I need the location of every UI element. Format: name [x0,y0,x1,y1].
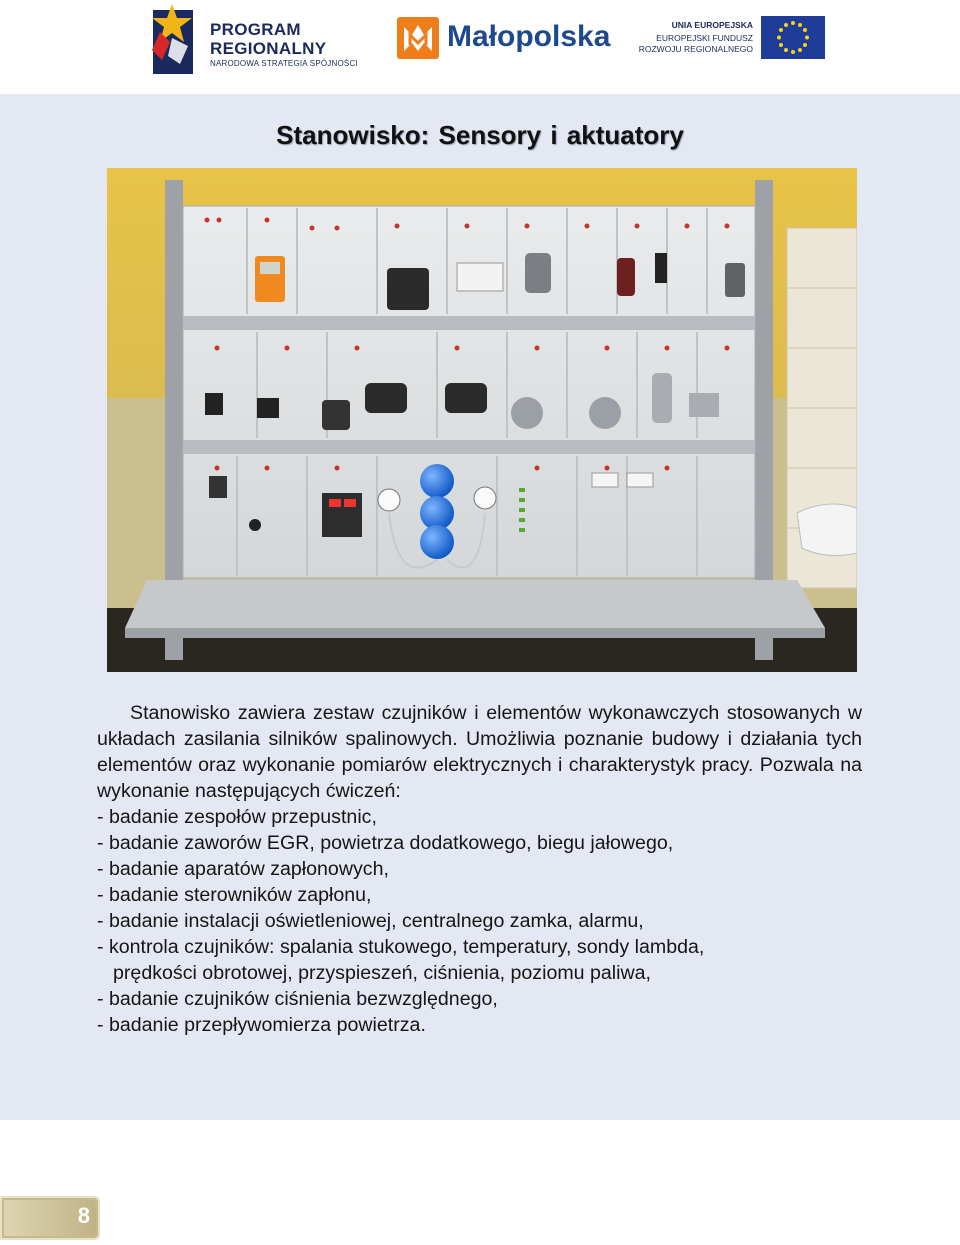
page-title: Stanowisko: Sensory i aktuatory [276,120,684,150]
eu-flag-icon [761,16,825,59]
page-number: 8 [77,1203,90,1228]
list-item: - badanie czujników ciśnienia bezwzględnego, [97,988,498,1010]
list-item: - kontrola czujników: spalania stukowego, temperatury, sondy lambda, [97,936,705,958]
program-regionalny-logo [150,2,370,74]
list-item: - badanie instalacji oświetleniowej, centralnego zamka, alarmu, [97,910,644,932]
intro-paragraph: Stanowisko zawiera zestaw czujników i elementów wykonawczych stosowanych w układach zasilania silników spalinowych. Umożliwia poznanie budowy i działania tych elementów oraz wykonanie pomiarów elektrycznych i charakterystyk pracy. Pozwala na wykonanie następujących ćwiczeń: [97,702,862,802]
exercise-list [97,804,862,1038]
page-number-box [0,1196,100,1240]
page-header [0,0,960,92]
list-item: - badanie sterowników zapłonu, [97,884,372,906]
program-logo-line3: NARODOWA STRATEGIA SPÓJNOŚCI [210,59,358,68]
eu-logo-line1: UNIA EUROPEJSKA [671,20,753,30]
eu-logo [640,14,825,60]
list-item: - badanie zespołów przepustnic, [97,806,377,828]
list-item: - badanie przepływomierza powietrza. [97,1014,426,1036]
eu-logo-line3: ROZWOJU REGIONALNEGO [638,44,753,54]
malopolska-logo [397,17,612,61]
eu-logo-line2: EUROPEJSKI FUNDUSZ [656,33,753,43]
list-item: - badanie zaworów EGR, powietrza dodatkowego, biegu jałowego, [97,832,674,854]
workstation-photo [107,168,857,672]
star-logo-icon [150,2,195,74]
list-item-continuation: prędkości obrotowej, przyspieszeń, ciśnienia, poziomu paliwa, [113,962,652,984]
malopolska-logo-text: Małopolska [447,20,611,53]
program-logo-line2: REGIONALNY [210,39,327,58]
program-logo-line1: PROGRAM [210,20,301,39]
malopolska-emblem-icon [397,17,439,59]
description-text [97,700,862,1038]
list-item: - badanie aparatów zapłonowych, [97,858,389,880]
